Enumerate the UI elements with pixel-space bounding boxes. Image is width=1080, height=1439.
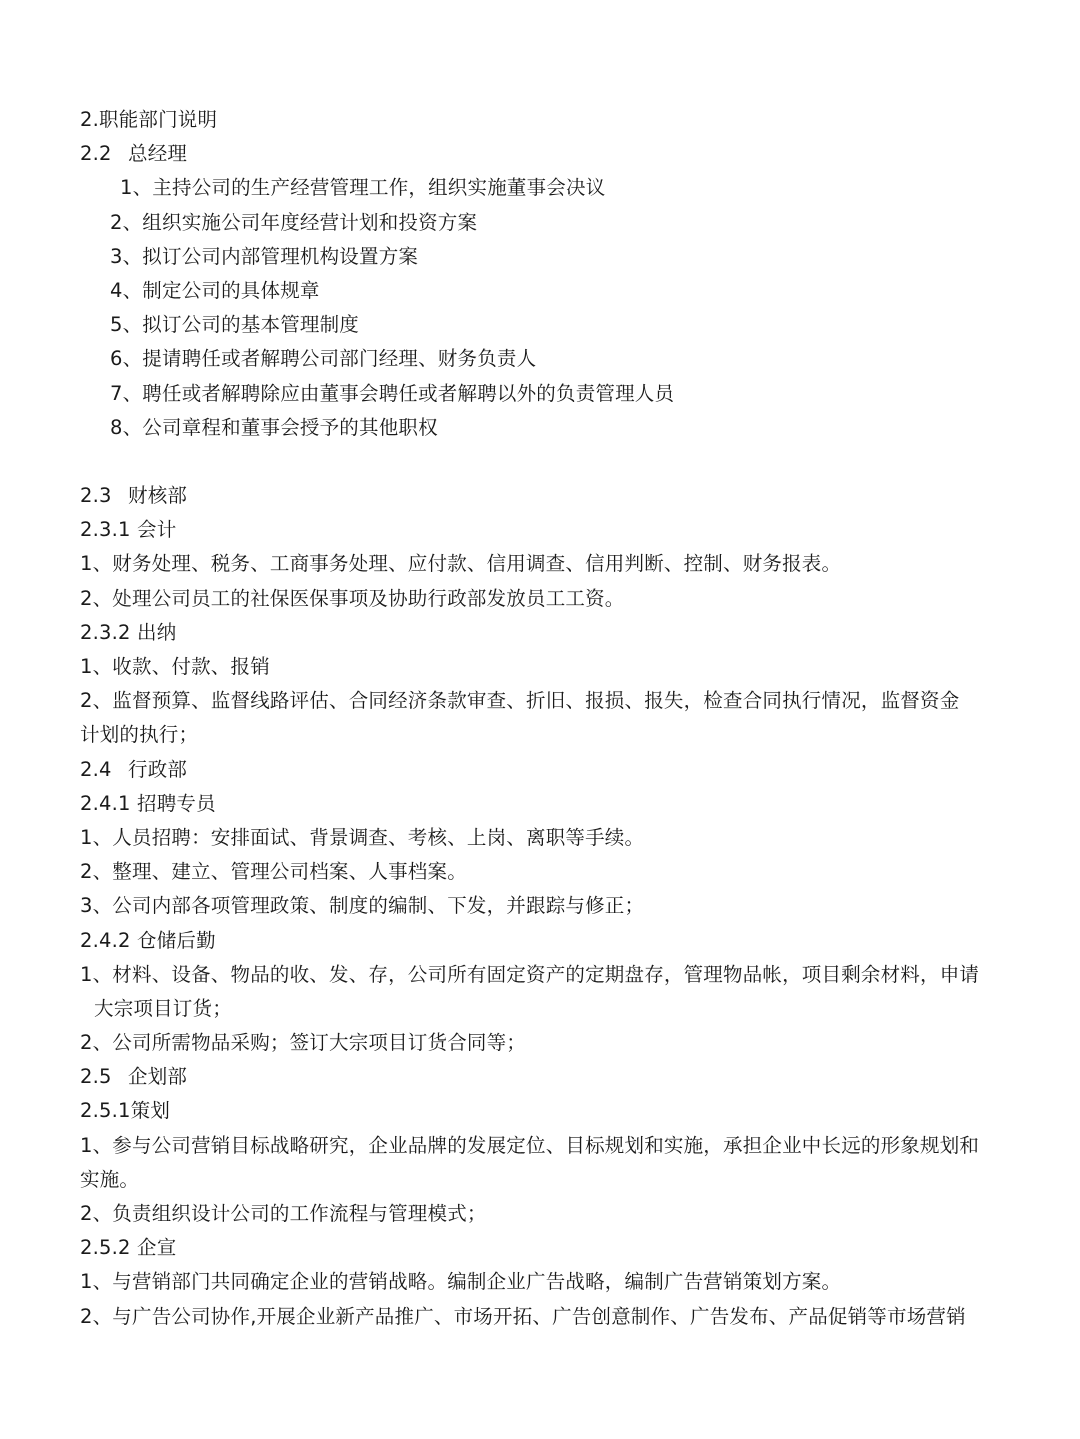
subsection-heading: 2.4.2 仓储后勤: [80, 928, 216, 952]
list-item-continuation: 实施。: [80, 1167, 140, 1191]
list-item: 3、公司内部各项管理政策、制度的编制、下发，并跟踪与修正；: [80, 894, 645, 918]
list-item: 1、与营销部门共同确定企业的营销战略。编制企业广告战略，编制广告营销策划方案。: [80, 1270, 842, 1294]
list-item: 2、组织实施公司年度经营计划和投资方案: [110, 210, 478, 234]
list-item: 1、材料、设备、物品的收、发、存，公司所有固定资产的定期盘存，管理物品帐，项目剩余材料，申请: [80, 962, 980, 986]
list-item: 2、公司所需物品采购；签订大宗项目订货合同等；: [80, 1031, 527, 1055]
list-item-continuation: 计划的执行；: [80, 723, 199, 747]
list-item: 2、负责组织设计公司的工作流程与管理模式；: [80, 1202, 487, 1225]
list-item: 1、人员招聘：安排面试、背景调查、考核、上岗、离职等手续。: [80, 825, 645, 849]
list-item-continuation: 大宗项目订货；: [94, 996, 232, 1020]
list-item: 4、制定公司的具体规章: [110, 278, 320, 302]
section-name: 企划部: [128, 1065, 188, 1089]
section-heading-admin: [0, 753, 1080, 787]
list-item: 5、拟订公司的基本管理制度: [110, 313, 360, 337]
list-item: 2、处理公司员工的社保医保事项及协助行政部发放员工工资。: [80, 586, 625, 610]
list-item: 1、主持公司的生产经营管理工作，组织实施董事会决议: [120, 176, 606, 200]
subsection-heading: 2.4.1 招聘专员: [80, 791, 216, 815]
list-item: 7、聘任或者解聘除应由董事会聘任或者解聘以外的负责管理人员: [110, 381, 675, 405]
subsection-heading: 2.3.2 出纳: [80, 620, 177, 644]
section-heading-planning: [0, 1060, 1080, 1094]
document-body: [0, 103, 1080, 1334]
list-item: 2、整理、建立、管理公司档案、人事档案。: [80, 860, 467, 884]
section-number: 2.5: [80, 1065, 112, 1089]
list-item: 2、与广告公司协作,开展企业新产品推广、市场开拓、广告创意制作、广告发布、产品促销等市场营销: [80, 1304, 966, 1328]
list-item: 6、提请聘任或者解聘公司部门经理、财务负责人: [110, 347, 537, 371]
list-item: 2、监督预算、监督线路评估、合同经济条款审查、折旧、报损、报失，检查合同执行情况，监督资金: [80, 689, 960, 713]
list-item: 8、公司章程和董事会授予的其他职权: [110, 415, 438, 439]
list-item: 1、参与公司营销目标战略研究，企业品牌的发展定位、目标规划和实施，承担企业中长远的形象规划和: [80, 1133, 980, 1157]
section-name: 行政部: [128, 757, 188, 781]
section-heading-gm: [0, 137, 1080, 171]
list-item: 3、拟订公司内部管理机构设置方案: [110, 244, 419, 268]
doc-title: 2.职能部门说明: [80, 108, 218, 131]
list-item: 1、收款、付款、报销: [80, 655, 270, 678]
section-number: 2.4: [80, 757, 112, 781]
section-number: 2.3: [80, 484, 112, 508]
section-number: 2.2: [80, 142, 112, 166]
list-item: 1、财务处理、税务、工商事务处理、应付款、信用调查、信用判断、控制、财务报表。: [80, 552, 842, 576]
blank-line: [0, 445, 1080, 479]
subsection-heading: 2.5.1策划: [80, 1099, 171, 1123]
section-name: 总经理: [128, 142, 188, 166]
section-heading-finance: [0, 479, 1080, 513]
section-name: 财核部: [128, 484, 188, 508]
subsection-heading: 2.3.1 会计: [80, 518, 177, 542]
subsection-heading: 2.5.2 企宣: [80, 1236, 177, 1260]
